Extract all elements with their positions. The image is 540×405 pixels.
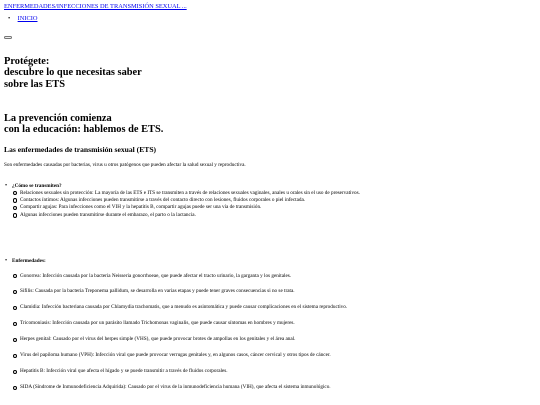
hero-heading-protegete [4, 56, 142, 90]
disease-item: Gonorrea: Infección causada por la bacteria Neisseria gonorrhoeae, que puede afectar el tracto urinario, la garganta y los genitales. [20, 273, 347, 280]
section-title: Las enfermedades de transmisión sexual (ETS) [4, 145, 157, 154]
diseases-heading: Enfermedades: [12, 258, 46, 264]
transmission-item: Relaciones sexuales sin protección: La mayoría de las ETS e ITS se transmiten a través de relaciones sexuales vaginales, anales u orales sin el uso de preservativos. [20, 189, 360, 196]
disease-item: Sífilis: Causada por la bacteria Treponema pallidum, se desarrolla en varias etapas y puede tener graves consecuencias si no se trata. [20, 288, 347, 295]
disease-item: SIDA (Síndrome de Inmunodeficiencia Adquirida): Causado por el virus de la inmunodeficiencia humana (VIH), que afecta el sistema inmunológico. [20, 384, 347, 391]
site-title-link[interactable]: ENFERMEDADES/INFECCIONES DE TRANSMISIÓN SEXUAL ... [4, 3, 187, 10]
disease-item: Herpes genital: Causado por el virus del herpes simple (VHS), que puede provocar brotes de ampollas en los genitales y el área anal. [20, 336, 347, 343]
transmission-heading: ¿Cómo se transmiten? [12, 183, 62, 189]
diseases-list-item [12, 258, 347, 392]
section-intro: Son enfermedades causadas por bacterias, virus u otros patógenos que pueden afectar la salud sexual y reproductiva. [4, 162, 246, 168]
disease-item: Virus del papiloma humano (VPH): Infección viral que puede provocar verrugas genitales y, en algunos casos, cáncer cervical y otros tipos de cáncer. [20, 352, 347, 359]
diseases-sublist [12, 273, 347, 392]
hero-heading-line: con la educación: hablemos de ETS. [4, 124, 164, 136]
transmission-item: Compartir agujas: Para infecciones como el VIH y la hepatitis B, compartir agujas puede ser una vía de transmisión. [20, 204, 360, 211]
diseases-list [12, 258, 347, 400]
disease-item: Hepatitis B: Infección viral que afecta el hígado y se puede transmitir a través de fluidos corporales. [20, 368, 347, 375]
disease-item: Clamidia: Infección bacteriana causada por Chlamydia trachomatis, que a menudo es asintomática y puede causar complicaciones en el sistema reproductivo. [20, 304, 348, 311]
transmission-sublist [12, 190, 360, 220]
transmission-item: Contactos íntimos: Algunas infecciones pueden transmitirse a través del contacto directo con lesiones, fluidos corporales o piel infectada. [20, 197, 360, 204]
hero-heading-prevencion [4, 113, 163, 136]
hero-heading-line: La prevención comienza [4, 113, 112, 124]
nav-item-inicio [8, 15, 38, 23]
transmission-list-item [12, 183, 360, 219]
transmission-list [12, 183, 360, 219]
transmission-item: Algunas infecciones pueden transmitirse durante el embarazo, el parto o la lactancia. [20, 212, 360, 219]
nav-link-inicio[interactable]: INICIO [17, 15, 38, 22]
menu-toggle-button[interactable] [4, 36, 12, 39]
hero-heading-line: descubre lo que necesitas saber [4, 67, 142, 79]
main-nav [8, 15, 38, 23]
hero-heading-line: sobre las ETS [4, 78, 66, 90]
hero-heading-line: Protégete: [4, 56, 50, 67]
disease-item: Tricomoniasis: Infección causada por un parásito llamado Trichomonas vaginalis, que puede causar síntomas en hombres y mujeres. [20, 320, 347, 327]
